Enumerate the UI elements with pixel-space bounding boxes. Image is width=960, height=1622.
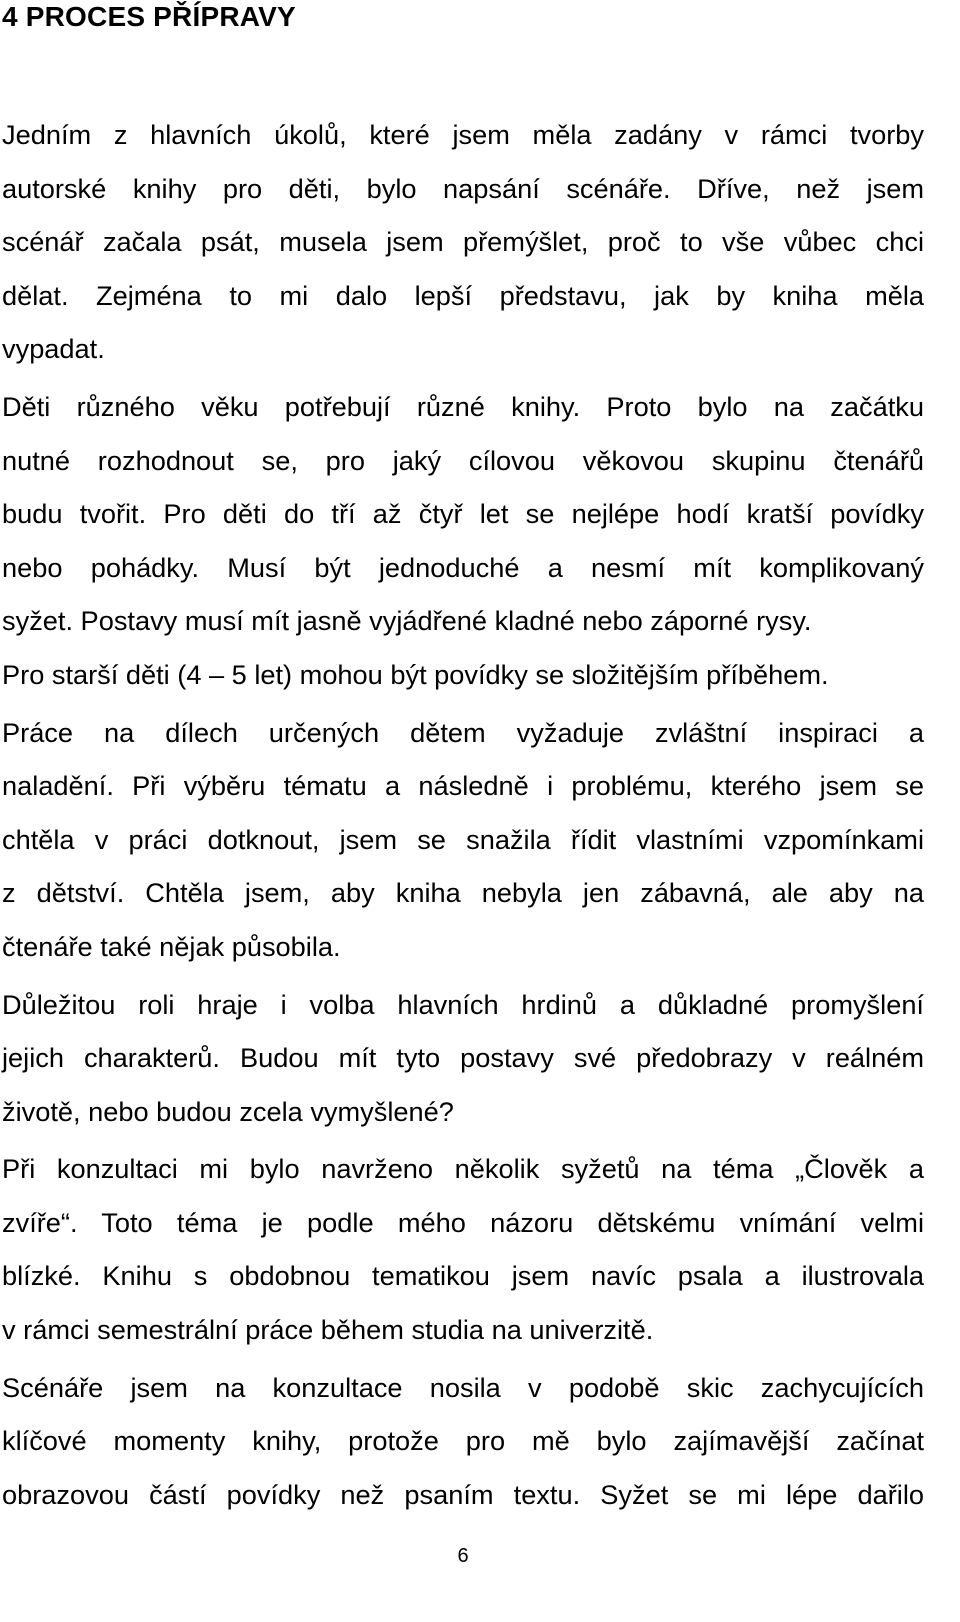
text-line: čtenáře také nějak působila. — [2, 930, 341, 962]
text-line: dělat. Zejména to mi dalo lepší představu, jak by kniha měla — [2, 279, 924, 311]
page-number: 6 — [457, 1545, 469, 1567]
text-line: Scénáře jsem na konzultace nosila v podobě skic zachycujících — [2, 1371, 924, 1403]
paragraph — [2, 706, 960, 974]
text-line: klíčové momenty knihy, protože pro mě bylo zajímavější začínat — [2, 1425, 924, 1457]
text-line: budu tvořit. Pro děti do tří až čtyř let se nejlépe hodí kratší povídky — [2, 498, 924, 530]
text-line: scénář začala psát, musela jsem přemýšlet, proč to vše vůbec chci — [2, 226, 924, 258]
text-line: nebo pohádky. Musí být jednoduché a nesmí mít komplikovaný — [2, 551, 924, 583]
paragraph — [2, 978, 960, 1139]
text-line: Pro starší děti (4 – 5 let) mohou být povídky se složitějším příběhem. — [2, 658, 829, 690]
text-line: zvíře“. Toto téma je podle mého názoru dětskému vnímání velmi — [2, 1206, 924, 1238]
text-line: v rámci semestrální práce během studia na univerzitě. — [2, 1314, 654, 1346]
text-line: životě, nebo budou zcela vymyšlené? — [2, 1095, 454, 1127]
text-line: nutné rozhodnout se, pro jaký cílovou věkovou skupinu čtenářů — [2, 444, 924, 476]
paragraph — [2, 380, 960, 702]
text-line: vypadat. — [2, 333, 105, 365]
text-line: syžet. Postavy musí mít jasně vyjádřené kladné nebo záporné rysy. — [2, 605, 812, 637]
text-line: Děti různého věku potřebují různé knihy. Proto bylo na začátku — [2, 390, 924, 422]
text-line: autorské knihy pro děti, bylo napsání scénáře. Dříve, než jsem — [2, 172, 924, 204]
body-text — [2, 108, 960, 1525]
paragraph — [2, 1142, 960, 1356]
text-line: obrazovou částí povídky než psaním textu. Syžet se mi lépe dařilo — [2, 1478, 924, 1510]
text-line: Důležitou roli hraje i volba hlavních hrdinů a důkladné promyšlení — [2, 988, 924, 1020]
text-line: jejich charakterů. Budou mít tyto postavy své předobrazy v reálném — [2, 1042, 924, 1074]
text-line: chtěla v práci dotknout, jsem se snažila řídit vlastními vzpomínkami — [2, 823, 924, 855]
text-line: naladění. Při výběru tématu a následně i problému, kterého jsem se — [2, 770, 924, 802]
text-line: Jedním z hlavních úkolů, které jsem měla zadány v rámci tvorby — [2, 119, 924, 150]
text-line: Práce na dílech určených dětem vyžaduje zvláštní inspiraci a — [2, 716, 924, 748]
text-line: blízké. Knihu s obdobnou tematikou jsem navíc psala a ilustrovala — [2, 1260, 924, 1292]
paragraph — [2, 108, 960, 376]
text-line: Při konzultaci mi bylo navrženo několik syžetů na téma „Člověk a — [2, 1153, 924, 1185]
chapter-heading: 4 PROCES PŘÍPRAVY — [2, 1, 296, 32]
text-line: z dětství. Chtěla jsem, aby kniha nebyla jen zábavná, ale aby na — [2, 877, 924, 909]
paragraph — [2, 1361, 960, 1522]
